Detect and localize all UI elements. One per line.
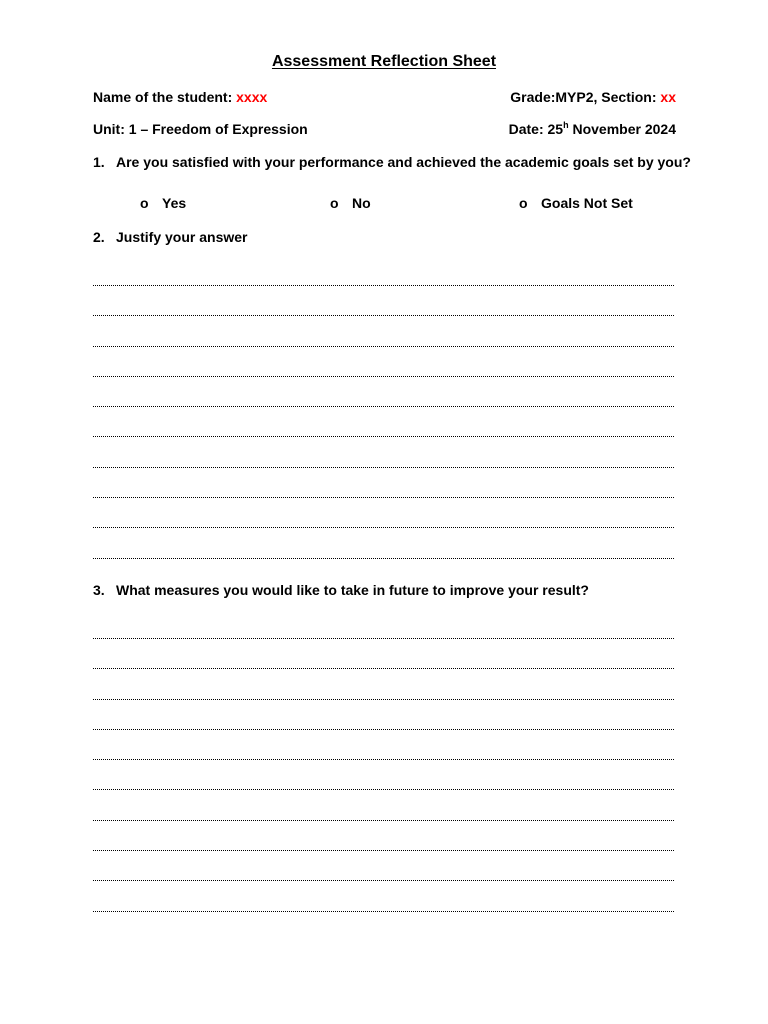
page-title: Assessment Reflection Sheet xyxy=(271,53,497,70)
answer-line[interactable] xyxy=(93,332,674,362)
answer-line[interactable] xyxy=(93,897,674,927)
question-2 xyxy=(93,229,683,245)
grade-section-label: Grade:MYP2, Section: xyxy=(510,89,661,105)
question-number: 2. xyxy=(93,229,105,245)
student-name-value: xxxx xyxy=(236,89,268,105)
option-bullet-icon: o xyxy=(330,195,339,211)
date-field xyxy=(509,121,676,137)
answer-line[interactable] xyxy=(93,513,674,543)
answer-line[interactable] xyxy=(93,836,674,866)
answer-lines-justify[interactable] xyxy=(93,271,674,574)
unit-date-row xyxy=(93,121,676,137)
question-3 xyxy=(93,582,683,598)
student-info-row xyxy=(93,89,676,105)
answer-line[interactable] xyxy=(93,745,674,775)
option-bullet-icon: o xyxy=(519,195,528,211)
question-number: 1. xyxy=(93,154,105,170)
option-label: Goals Not Set xyxy=(541,195,633,211)
question-text: Are you satisfied with your performance and achieved the academic goals set by you? xyxy=(116,154,691,170)
section-value: xx xyxy=(660,89,676,105)
answer-line[interactable] xyxy=(93,715,674,745)
option-label: Yes xyxy=(162,195,187,211)
answer-line[interactable] xyxy=(93,624,674,654)
answer-line[interactable] xyxy=(93,806,674,836)
answer-line[interactable] xyxy=(93,654,674,684)
student-name-field xyxy=(93,89,267,105)
grade-section-field xyxy=(510,89,676,105)
answer-line[interactable] xyxy=(93,544,674,574)
option-goals-not-set[interactable] xyxy=(519,195,633,211)
answer-line[interactable] xyxy=(93,301,674,331)
question-number: 3. xyxy=(93,582,105,598)
unit-text: Unit: 1 – Freedom of Expression xyxy=(93,121,308,137)
student-name-label: Name of the student: xyxy=(93,89,237,105)
answer-line[interactable] xyxy=(93,392,674,422)
date-suffix: November 2024 xyxy=(568,121,676,137)
answer-lines-measures[interactable] xyxy=(93,624,674,927)
answer-line[interactable] xyxy=(93,422,674,452)
option-bullet-icon: o xyxy=(140,195,149,211)
answer-line[interactable] xyxy=(93,453,674,483)
question-text: Justify your answer xyxy=(116,229,248,245)
question-text: What measures you would like to take in future to improve your result? xyxy=(116,582,589,598)
answer-line[interactable] xyxy=(93,483,674,513)
option-yes[interactable] xyxy=(140,195,186,211)
answer-line[interactable] xyxy=(93,362,674,392)
question-1 xyxy=(93,154,691,170)
option-no[interactable] xyxy=(330,195,371,211)
option-label: No xyxy=(352,195,371,211)
answer-line[interactable] xyxy=(93,271,674,301)
date-prefix: Date: 25 xyxy=(508,121,564,137)
answer-line[interactable] xyxy=(93,685,674,715)
answer-line[interactable] xyxy=(93,866,674,896)
date-superscript: h xyxy=(563,120,569,130)
answer-line[interactable] xyxy=(93,775,674,805)
